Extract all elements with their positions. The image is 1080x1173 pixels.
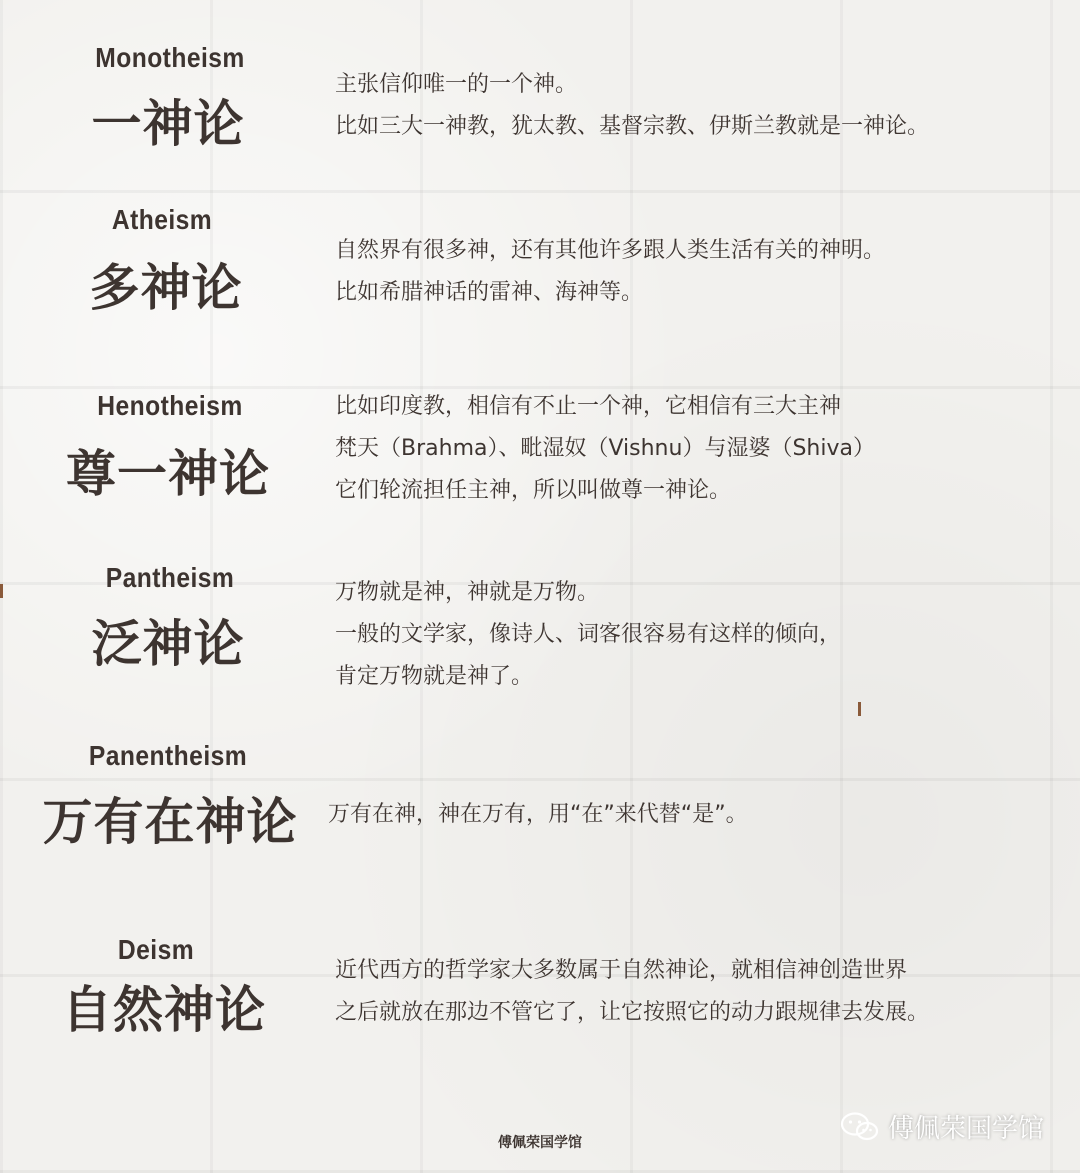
footer-caption: 傅佩荣国学馆 <box>498 1135 582 1151</box>
term-english: Deism <box>117 934 195 965</box>
term-english: Pantheism <box>105 562 235 593</box>
description <box>335 230 885 314</box>
description <box>335 64 929 148</box>
term-english: Monotheism <box>95 42 245 73</box>
description <box>335 572 841 698</box>
decorative-mark <box>0 584 3 598</box>
description-line: 比如三大一神教，犹太教、基督宗教、伊斯兰教就是一神论。 <box>335 114 930 139</box>
description-line: 肯定万物就是神了。 <box>335 664 534 689</box>
description <box>335 386 875 512</box>
description-line: 比如印度教，相信有不止一个神，它相信有三大主神 <box>335 394 842 419</box>
wechat-icon <box>840 1111 880 1143</box>
term-english: Panentheism <box>88 740 248 771</box>
term-chinese: 自然神论 <box>62 981 266 1039</box>
description-line: 之后就放在那边不管它了，让它按照它的动力跟规律去发展。 <box>335 1000 930 1025</box>
description-line: 近代西方的哲学家大多数属于自然神论，就相信神创造世界 <box>335 958 908 983</box>
description <box>328 794 748 836</box>
term-chinese: 尊一神论 <box>66 445 270 503</box>
term-chinese: 万有在神论 <box>42 793 298 851</box>
term-chinese: 泛神论 <box>91 615 245 673</box>
term-english: Atheism <box>111 204 213 235</box>
watermark-text: 傅佩荣国学馆 <box>887 1114 1044 1144</box>
wechat-watermark <box>840 1108 1044 1145</box>
decorative-mark <box>858 702 861 716</box>
description-line: 梵天（Brahma）、毗湿奴（Vishnu）与湿婆（Shiva） <box>335 436 875 461</box>
description-line: 它们轮流担任主神，所以叫做尊一神论。 <box>335 478 732 503</box>
description-line: 自然界有很多神，还有其他许多跟人类生活有关的神明。 <box>335 238 886 263</box>
description <box>335 950 929 1034</box>
description-line: 比如希腊神话的雷神、海神等。 <box>335 280 644 305</box>
description-line: 主张信仰唯一的一个神。 <box>335 72 578 97</box>
term-chinese: 一神论 <box>91 95 245 153</box>
term-english: Henotheism <box>97 390 243 421</box>
description-line: 万有在神，神在万有，用“在”来代替“是”。 <box>328 802 748 827</box>
description-line: 一般的文学家，像诗人、词客很容易有这样的倾向， <box>335 622 842 647</box>
description-line: 万物就是神，神就是万物。 <box>335 580 600 605</box>
term-chinese: 多神论 <box>89 259 243 317</box>
